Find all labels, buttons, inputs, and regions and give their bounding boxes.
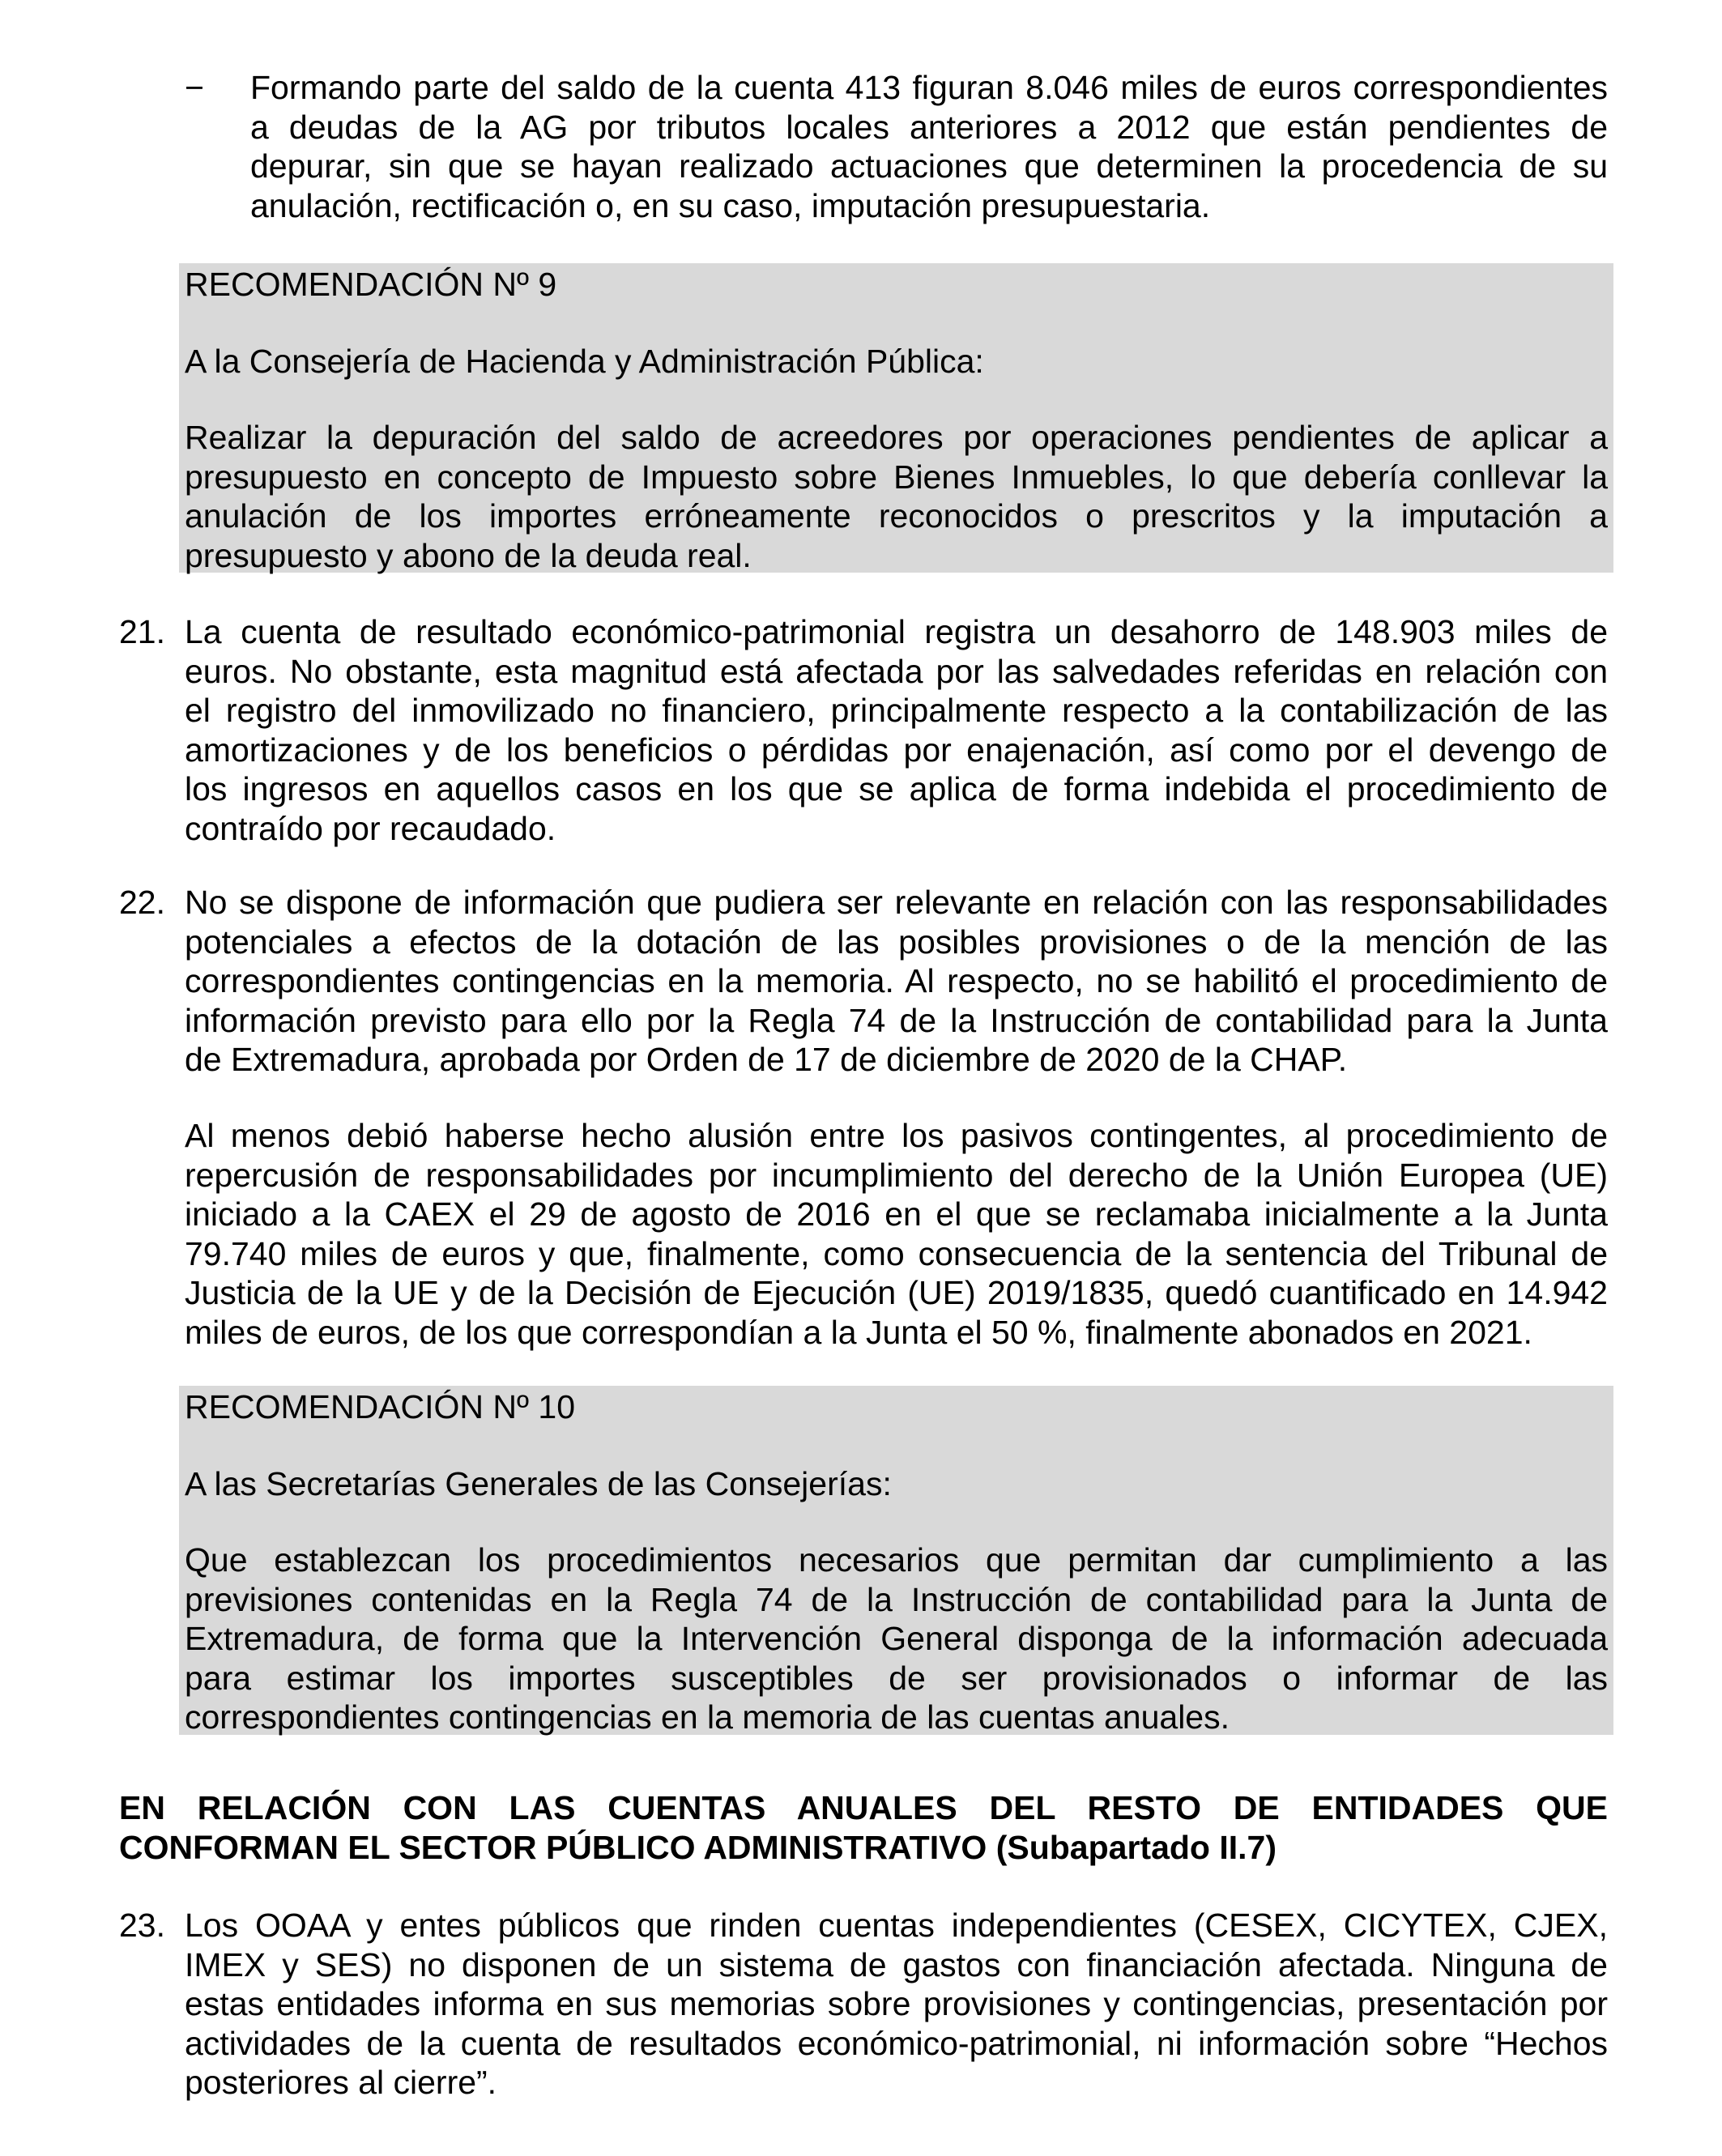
text-line: potenciales a efectos de la dotación de las posibles provisiones o de la mención de las	[185, 922, 1608, 961]
heading-line: CONFORMAN EL SECTOR PÚBLICO ADMINISTRATIVO (Subapartado II.7)	[119, 1829, 1277, 1866]
text-line: presupuesto y abono de la deuda real.	[185, 536, 752, 574]
recommendation-10-addressee: A las Secretarías Generales de las Consejerías:	[185, 1465, 892, 1502]
recommendation-10-body	[185, 1540, 1608, 1737]
recommendation-9-body	[185, 418, 1608, 575]
text-line: estas entidades informa en sus memorias sobre provisiones y contingencias, presentación por	[185, 1985, 1608, 2022]
text-line: anulación de los importes erróneamente reconocidos o prescritos y la imputación a	[185, 497, 1608, 535]
text-line: miles de euros, de los que correspondían a la Junta el 50 %, finalmente abonados en 2021.	[185, 1313, 1532, 1351]
item-23-number: 23.	[119, 1907, 165, 1944]
text-line: Que establezcan los procedimientos necesarios que permitan dar cumplimiento a las	[185, 1541, 1608, 1579]
text-line: correspondientes contingencias en la memoria. Al respecto, no se habilitó el procedimiento de	[185, 962, 1608, 999]
item-21-number: 21.	[119, 613, 165, 650]
text-line: depurar, sin que se hayan realizado actuaciones que determinen la procedencia de su	[250, 147, 1608, 185]
text-line: los ingresos en aquellos casos en los que se aplica de forma indebida el procedimiento de	[185, 770, 1608, 807]
text-line: 79.740 miles de euros y que, finalmente, como consecuencia de la sentencia del Tribunal de	[185, 1234, 1608, 1272]
text-line: euros. No obstante, esta magnitud está afectada por las salvedades referidas en relación con	[185, 652, 1608, 690]
recommendation-10-title: RECOMENDACIÓN Nº 10	[185, 1388, 575, 1425]
item-22-paragraph	[185, 883, 1608, 1080]
text-line: a deudas de la AG por tributos locales anteriores a 2012 que están pendientes de	[250, 108, 1608, 146]
text-line: Realizar la depuración del saldo de acreedores por operaciones pendientes de aplicar a	[185, 419, 1608, 456]
text-line: amortizaciones y de los beneficios o pérdidas por enajenación, así como por el devengo de	[185, 731, 1608, 769]
text-line: para estimar los importes susceptibles de ser provisionados o informar de las	[185, 1659, 1608, 1697]
text-line: de Extremadura, aprobada por Orden de 17 de diciembre de 2020 de la CHAP.	[185, 1041, 1348, 1078]
text-line: posteriores al cierre”.	[185, 2064, 497, 2101]
text-line: correspondientes contingencias en la memoria de las cuentas anuales.	[185, 1698, 1230, 1736]
item-22-continuation	[185, 1116, 1608, 1352]
text-line: anulación, rectificación o, en su caso, imputación presupuestaria.	[250, 186, 1211, 224]
text-line: Al menos debió haberse hecho alusión entre los pasivos contingentes, al procedimiento de	[185, 1117, 1608, 1154]
text-line: presupuesto en concepto de Impuesto sobre Bienes Inmuebles, lo que debería conllevar la	[185, 458, 1608, 496]
recommendation-9-title: RECOMENDACIÓN Nº 9	[185, 266, 557, 303]
bullet-marker: −	[185, 69, 204, 106]
text-line: Justicia de la UE y de la Decisión de Ejecución (UE) 2019/1835, quedó cuantificado en 14.942	[185, 1274, 1608, 1311]
text-line: Formando parte del saldo de la cuenta 413 figuran 8.046 miles de euros correspondientes	[250, 69, 1608, 106]
item-23-paragraph	[185, 1906, 1608, 2103]
text-line: La cuenta de resultado económico-patrimonial registra un desahorro de 148.903 miles de	[185, 613, 1608, 650]
section-heading	[119, 1788, 1608, 1868]
recommendation-9-addressee: A la Consejería de Hacienda y Administración Pública:	[185, 343, 984, 380]
text-line: contraído por recaudado.	[185, 809, 556, 847]
text-line: actividades de la cuenta de resultados económico-patrimonial, ni información sobre “Hechos	[185, 2024, 1608, 2062]
text-line: No se dispone de información que pudiera ser relevante en relación con las responsabilidades	[185, 884, 1608, 921]
text-line: Los OOAA y entes públicos que rinden cuentas independientes (CESEX, CICYTEX, CJEX,	[185, 1907, 1608, 1944]
heading-line: EN RELACIÓN CON LAS CUENTAS ANUALES DEL RESTO DE ENTIDADES QUE	[119, 1789, 1608, 1826]
text-line: iniciado a la CAEX el 29 de agosto de 2016 en el que se reclamaba inicialmente a la Junta	[185, 1195, 1608, 1233]
bullet-paragraph	[250, 68, 1608, 225]
text-line: Extremadura, de forma que la Intervención General disponga de la información adecuada	[185, 1620, 1608, 1657]
item-22-number: 22.	[119, 884, 165, 921]
text-line: información previsto para ello por la Regla 74 de la Instrucción de contabilidad para la Junta	[185, 1001, 1608, 1039]
text-line: previsiones contenidas en la Regla 74 de la Instrucción de contabilidad para la Junta de	[185, 1580, 1608, 1618]
text-line: el registro del inmovilizado no financiero, principalmente respecto a la contabilización de las	[185, 692, 1608, 729]
text-line: IMEX y SES) no disponen de un sistema de gastos con financiación afectada. Ninguna de	[185, 1945, 1608, 1983]
item-21-paragraph	[185, 612, 1608, 848]
text-line: repercusión de responsabilidades por incumplimiento del derecho de la Unión Europea (UE)	[185, 1156, 1608, 1194]
